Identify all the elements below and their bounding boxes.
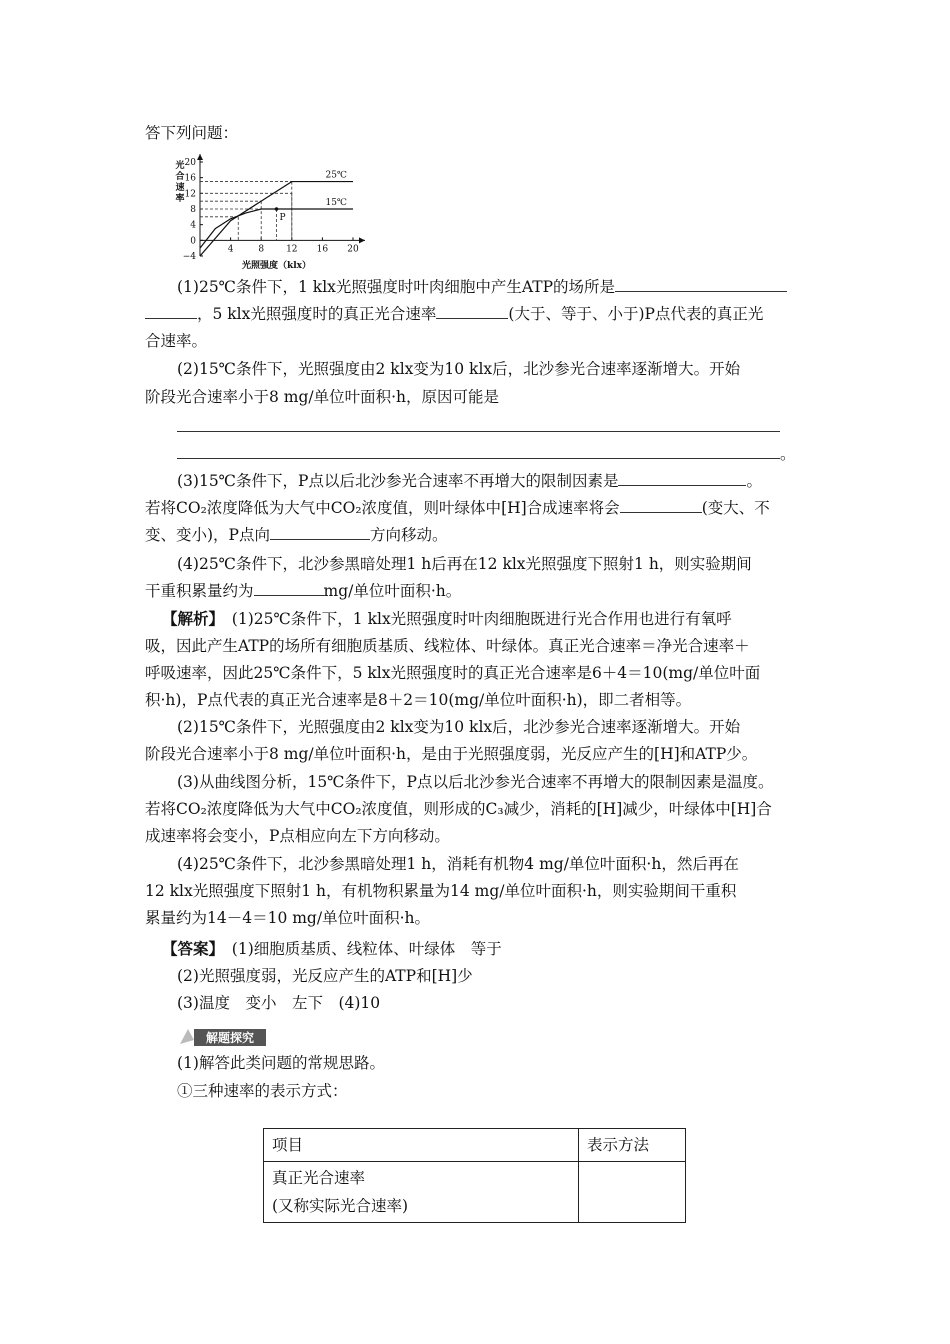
explore-line2: ①三种速率的表示方式： bbox=[177, 1082, 348, 1100]
explore-badge bbox=[178, 1026, 268, 1048]
y-axis-label-char: 光 bbox=[175, 161, 185, 171]
chart-series bbox=[200, 182, 353, 256]
table-row bbox=[264, 1162, 686, 1223]
q1-line3: 合速率。 bbox=[145, 332, 208, 350]
pen-icon bbox=[180, 1029, 194, 1044]
explore-line1: (1)解答此类问题的常规思路。 bbox=[177, 1054, 385, 1072]
q3-line3: 变、变小)，P点向 方向移动。 bbox=[145, 526, 448, 544]
analysis-line6: 阶段光合速率小于8 mg/单位叶面积·h，是由于光照强度弱，光反应产生的[H]和ATP少。 bbox=[145, 745, 758, 763]
q3-blank-3[interactable] bbox=[270, 525, 370, 540]
analysis-line11: 12 klx光照强度下照射1 h，有机物积累量为14 mg/单位叶面积·h，则实验期间干重积 bbox=[145, 882, 737, 900]
y-tick-label: 20 bbox=[184, 158, 196, 168]
table-header-item: 项目 bbox=[264, 1129, 579, 1162]
q2-answer-line1 bbox=[177, 416, 780, 438]
q1-blank-1b[interactable] bbox=[145, 304, 197, 319]
x-tick-label: 4 bbox=[227, 244, 234, 255]
x-axis-label: 光照强度（klx） bbox=[241, 261, 312, 270]
q2-blank-1[interactable] bbox=[177, 417, 780, 432]
q3-line2: 若将CO₂浓度降低为大气中CO₂浓度值，则叶绿体中[H]合成速率将会 (变大、不 bbox=[145, 499, 770, 517]
y-tick-label: 12 bbox=[184, 189, 196, 200]
x-axis-arrow bbox=[359, 237, 365, 243]
table-cell-method bbox=[579, 1162, 686, 1223]
table-header-method: 表示方法 bbox=[579, 1129, 686, 1162]
y-tick-label: −4 bbox=[182, 252, 196, 262]
series-label: 15℃ bbox=[325, 198, 347, 208]
q4-blank[interactable] bbox=[254, 581, 324, 596]
analysis-line1: 【解析】 (1)25℃条件下，1 klx光照强度时叶肉细胞既进行光合作用也进行有氧呼 bbox=[162, 609, 732, 628]
answer-line2: (2)光照强度弱，光反应产生的ATP和[H]少 bbox=[177, 967, 473, 985]
q1-line2: ，5 klx光照强度时的真正光合速率 (大于、等于、小于)P点代表的真正光 bbox=[145, 303, 763, 325]
answer-line1: 【答案】 (1)细胞质基质、线粒体、叶绿体 等于 bbox=[162, 939, 502, 958]
x-tick-label: 16 bbox=[316, 244, 329, 255]
photosynthesis-chart bbox=[168, 150, 383, 270]
point-p-label: P bbox=[279, 213, 286, 223]
x-tick-label: 8 bbox=[258, 244, 265, 255]
y-tick-label: 4 bbox=[190, 220, 196, 231]
q2-answer-line2: 。 bbox=[177, 443, 796, 465]
y-axis-label-char: 率 bbox=[175, 194, 185, 204]
intro-text: 答下列问题： bbox=[145, 124, 239, 142]
explore-badge-label: 解题探究 bbox=[205, 1031, 255, 1045]
y-axis-label-char: 速 bbox=[175, 183, 185, 193]
table-cell-item: 真正光合速率 (又称实际光合速率) bbox=[264, 1162, 579, 1223]
y-tick-label: 8 bbox=[190, 205, 196, 215]
q2-blank-2[interactable] bbox=[177, 444, 780, 459]
q1-blank-1[interactable] bbox=[615, 277, 787, 292]
y-tick-label: 0 bbox=[190, 236, 196, 247]
rate-table bbox=[263, 1128, 686, 1223]
analysis-line5: (2)15℃条件下，光照强度由2 klx变为10 klx后，北沙参光合速率逐渐增大。开始 bbox=[177, 718, 741, 736]
q3-blank-1[interactable] bbox=[618, 471, 746, 486]
analysis-line8: 若将CO₂浓度降低为大气中CO₂浓度值，则形成的C₃减少，消耗的[H]减少，叶绿体中[H]合 bbox=[145, 800, 772, 818]
analysis-line4: 积·h)，P点代表的真正光合速率是8＋2＝10(mg/单位叶面积·h)，即二者相等。 bbox=[145, 691, 692, 709]
analysis-line2: 吸，因此产生ATP的场所有细胞质基质、线粒体、叶绿体。真正光合速率＝净光合速率＋ bbox=[145, 637, 750, 655]
q2-line2: 阶段光合速率小于8 mg/单位叶面积·h，原因可能是 bbox=[145, 388, 500, 406]
y-tick-label: 16 bbox=[184, 173, 196, 184]
analysis-line12: 累量约为14－4＝10 mg/单位叶面积·h。 bbox=[145, 909, 430, 927]
analysis-line7: (3)从曲线图分析，15℃条件下，P点以后北沙参光合速率不再增大的限制因素是温度。 bbox=[177, 773, 774, 791]
series-label: 25℃ bbox=[325, 170, 347, 181]
analysis-line3: 呼吸速率，因此25℃条件下，5 klx光照强度时的真正光合速率是6＋4＝10(mg/单位叶面 bbox=[145, 664, 761, 682]
q3-blank-2[interactable] bbox=[620, 498, 702, 513]
q3-line1: (3)15℃条件下，P点以后北沙参光合速率不再增大的限制因素是 。 bbox=[177, 472, 762, 490]
y-axis-arrow bbox=[197, 154, 203, 160]
answer-line3: (3)温度 变小 左下 (4)10 bbox=[177, 994, 381, 1012]
analysis-line9: 成速率将会变小，P点相应向左下方向移动。 bbox=[145, 827, 450, 845]
q2-line1: (2)15℃条件下，光照强度由2 klx变为10 klx后，北沙参光合速率逐渐增大。开始 bbox=[177, 360, 741, 378]
y-axis-label-char: 合 bbox=[175, 172, 185, 182]
q1-blank-2[interactable] bbox=[436, 304, 508, 319]
series-line-0 bbox=[200, 182, 353, 256]
q4-line2: 干重积累量约为 mg/单位叶面积·h。 bbox=[145, 582, 462, 600]
analysis-line10: (4)25℃条件下，北沙参黑暗处理1 h，消耗有机物4 mg/单位叶面积·h，然后再在 bbox=[177, 855, 739, 873]
q4-line1: (4)25℃条件下，北沙参黑暗处理1 h后再在12 klx光照强度下照射1 h，则实验期间 bbox=[177, 555, 752, 573]
x-tick-label: 20 bbox=[347, 244, 359, 255]
x-tick-label: 12 bbox=[286, 244, 298, 255]
point-p bbox=[275, 207, 279, 211]
q1-line1: (1)25℃条件下，1 klx光照强度时叶肉细胞中产生ATP的场所是 bbox=[177, 276, 787, 298]
table-header-row bbox=[264, 1129, 686, 1162]
